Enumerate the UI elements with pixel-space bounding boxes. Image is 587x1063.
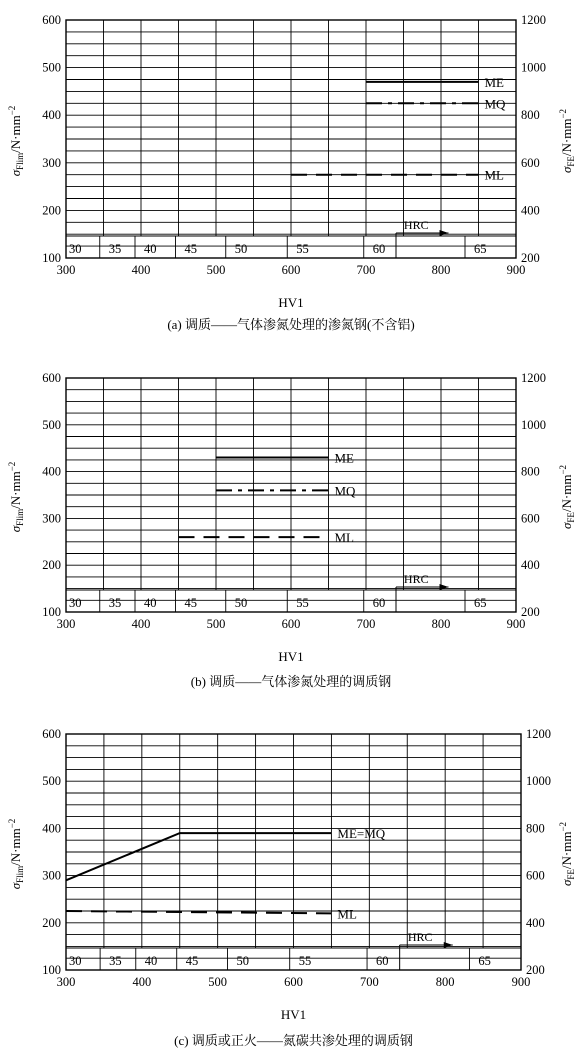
y-tick-left: 400 [42, 108, 61, 123]
hrc-arrow-head [444, 942, 453, 948]
series-label: MQ [484, 96, 506, 112]
y-axis-label-part: Flim [15, 865, 25, 883]
y-axis-label-part: /N·mm [8, 115, 23, 153]
chart-caption: (a) 调质——气体渗氮处理的渗氮钢(不含铝) [167, 317, 415, 332]
y-tick-left: 600 [42, 13, 61, 27]
x-tick-label: 900 [506, 617, 526, 631]
y-axis-label-part: σ [559, 522, 574, 530]
hrc-tick-label: 35 [108, 596, 122, 610]
hrc-tick-label: 65 [474, 596, 487, 610]
y-axis-label-part: /N·mm [559, 474, 574, 513]
x-tick-label: 400 [132, 975, 152, 989]
y-tick-right: 800 [521, 108, 540, 123]
hrc-tick-label: 55 [298, 954, 312, 968]
x-tick-label: 700 [356, 263, 376, 277]
y-tick-left: 600 [42, 371, 61, 385]
y-axis-label-left [7, 462, 25, 533]
y-tick-left: 400 [42, 821, 61, 836]
grid [66, 20, 516, 246]
hrc-label: HRC [403, 218, 429, 232]
y-tick-right: 200 [521, 605, 540, 619]
y-tick-right: 400 [521, 558, 540, 573]
x-tick-label: 500 [206, 263, 226, 277]
series-label: ML [484, 167, 504, 183]
y-tick-right: 400 [526, 915, 545, 930]
series-label: MQ [334, 483, 356, 499]
x-tick-label: 900 [511, 975, 531, 989]
series-label: ME [334, 450, 354, 466]
y-tick-left: 200 [42, 203, 61, 218]
y-tick-right: 1200 [526, 727, 551, 741]
y-axis-label-part: FE [566, 512, 576, 523]
x-tick-label: 900 [506, 263, 526, 277]
y-axis-label-part: −2 [7, 461, 17, 472]
y-tick-left: 400 [42, 464, 61, 479]
x-axis-label: HV1 [278, 649, 304, 664]
y-axis-label-part: −2 [7, 818, 17, 829]
hrc-tick-label: 40 [144, 596, 157, 610]
y-tick-left: 200 [42, 558, 61, 573]
chart-caption: (c) 调质或正火——氮碳共渗处理的调质钢 [174, 1033, 413, 1048]
y-axis-label-part: σ [559, 879, 574, 887]
y-axis-label-part: /N·mm [559, 118, 574, 157]
series-label: ML [334, 530, 354, 546]
y-tick-left: 500 [42, 417, 61, 432]
hrc-tick-label: 35 [108, 242, 122, 256]
x-tick-label: 700 [356, 617, 376, 631]
y-axis-label-part: σ [559, 166, 574, 174]
hrc-tick-label: 60 [372, 596, 386, 610]
y-tick-right: 600 [521, 155, 540, 170]
x-tick-label: 800 [435, 975, 455, 989]
hrc-tick-label: 45 [184, 242, 197, 256]
x-axis-label: HV1 [278, 295, 304, 310]
x-tick-label: 300 [56, 263, 76, 277]
y-axis-label-part: −2 [558, 464, 568, 475]
hrc-tick-label: 65 [478, 954, 491, 968]
y-axis-label-part: σ [8, 882, 23, 890]
hrc-tick-label: 30 [69, 242, 82, 256]
y-axis-label-part: /N·mm [8, 471, 23, 509]
x-tick-label: 600 [281, 263, 301, 277]
y-tick-right: 1000 [521, 417, 546, 432]
y-axis-label-part: −2 [558, 821, 568, 832]
hrc-arrow-head [440, 230, 449, 236]
y-tick-left: 300 [42, 868, 61, 883]
y-tick-left: 100 [42, 251, 61, 265]
y-tick-left: 300 [42, 155, 61, 170]
y-tick-right: 1000 [521, 60, 546, 75]
y-tick-left: 100 [42, 605, 61, 619]
hrc-tick-label: 65 [474, 242, 487, 256]
chart-caption: (b) 调质——气体渗氮处理的调质钢 [190, 674, 392, 689]
hrc-tick-label: 50 [234, 596, 248, 610]
x-tick-label: 400 [131, 263, 151, 277]
x-tick-label: 300 [56, 975, 76, 989]
hrc-tick-label: 60 [372, 242, 386, 256]
hrc-tick-label: 45 [184, 596, 197, 610]
x-tick-label: 700 [359, 975, 379, 989]
x-tick-label: 800 [431, 263, 451, 277]
y-tick-left: 200 [42, 915, 61, 930]
x-tick-label: 300 [56, 617, 76, 631]
hrc-tick-label: 55 [296, 596, 309, 610]
grid [66, 378, 516, 600]
y-axis-label-part: Flim [15, 508, 25, 526]
x-tick-label: 600 [281, 617, 301, 631]
x-tick-label: 600 [284, 975, 303, 989]
hrc-tick-label: 35 [109, 954, 122, 968]
x-tick-label: 400 [131, 617, 151, 631]
y-tick-left: 500 [42, 60, 61, 75]
y-tick-left: 600 [42, 727, 61, 741]
y-axis-label-right [558, 822, 576, 886]
hrc-arrow-head [440, 584, 449, 590]
hrc-tick-label: 55 [296, 242, 309, 256]
x-tick-label: 500 [206, 617, 226, 631]
y-axis-label-part: −2 [7, 105, 17, 116]
series-label: ME=MQ [337, 826, 386, 842]
y-axis-label-part: FE [566, 869, 576, 880]
y-tick-left: 300 [42, 511, 61, 526]
y-axis-label-part: −2 [558, 108, 568, 119]
y-tick-right: 200 [526, 963, 545, 977]
y-tick-left: 500 [42, 774, 61, 789]
hrc-tick-label: 45 [185, 954, 199, 968]
hrc-tick-label: 50 [236, 954, 250, 968]
y-tick-right: 200 [521, 251, 540, 265]
hrc-tick-label: 50 [234, 242, 248, 256]
y-tick-right: 800 [526, 821, 545, 836]
chart-panel-3 [7, 727, 576, 1048]
hrc-label: HRC [403, 572, 429, 586]
y-tick-right: 600 [526, 868, 545, 883]
y-axis-label-part: FE [566, 156, 576, 167]
y-axis-label-part: Flim [15, 152, 25, 170]
hrc-tick-label: 30 [69, 596, 82, 610]
y-axis-label-left [7, 106, 25, 177]
hrc-label: HRC [407, 930, 433, 944]
chart-panel-2 [7, 371, 576, 689]
x-tick-label: 500 [208, 975, 228, 989]
series-label: ML [337, 906, 357, 922]
hrc-tick-label: 60 [376, 954, 389, 968]
y-tick-right: 600 [521, 511, 540, 526]
x-axis-label: HV1 [280, 1007, 307, 1022]
y-tick-left: 100 [42, 963, 61, 977]
y-tick-right: 1200 [521, 371, 546, 385]
chart-panel-1 [7, 13, 576, 332]
y-axis-label-part: σ [8, 169, 23, 177]
y-axis-label-left [7, 819, 25, 890]
y-axis-label-right [558, 109, 576, 173]
y-tick-right: 1000 [526, 774, 551, 789]
y-tick-right: 800 [521, 464, 540, 479]
hrc-tick-label: 40 [144, 242, 157, 256]
y-tick-right: 1200 [521, 13, 546, 27]
x-tick-label: 800 [431, 617, 451, 631]
y-axis-label-part: /N·mm [8, 828, 23, 866]
y-axis-label-part: /N·mm [559, 831, 574, 870]
grid [66, 734, 521, 958]
hrc-tick-label: 40 [144, 954, 158, 968]
y-axis-label-right [558, 465, 576, 529]
y-axis-label-part: σ [8, 525, 23, 533]
series-label: ME [484, 74, 504, 90]
hrc-tick-label: 30 [69, 954, 82, 968]
y-tick-right: 400 [521, 203, 540, 218]
